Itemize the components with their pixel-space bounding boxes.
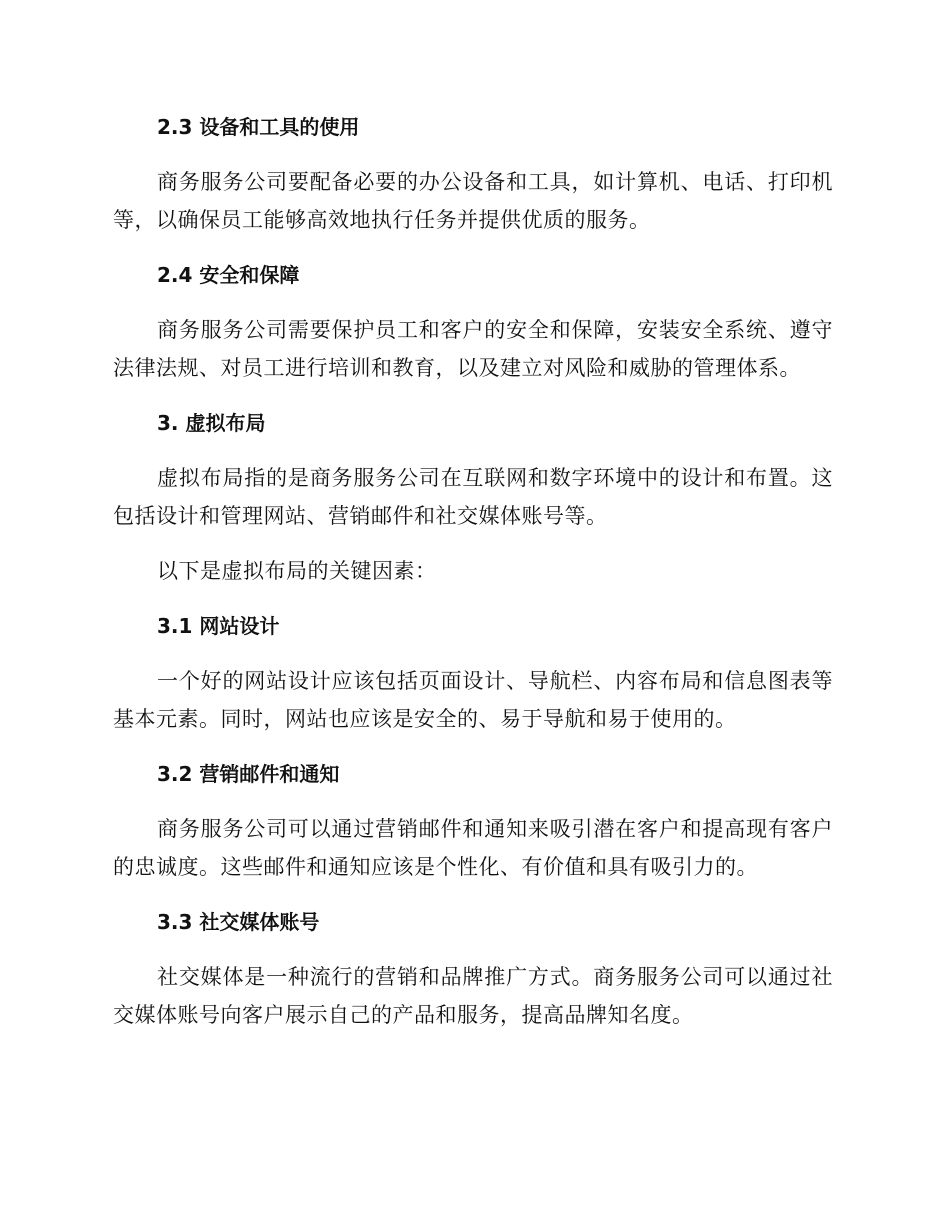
section-paragraph: 虚拟布局指的是商务服务公司在互联网和数字环境中的设计和布置。这包括设计和管理网站、营销邮件和社交媒体账号等。 — [113, 466, 833, 528]
document-body — [113, 108, 833, 1034]
section-heading-2-4: 2.4 安全和保障 — [157, 263, 300, 287]
section-paragraph: 以下是虚拟布局的关键因素： — [157, 559, 437, 583]
section-heading-2-3: 2.3 设备和工具的使用 — [157, 115, 360, 139]
section-paragraph: 一个好的网站设计应该包括页面设计、导航栏、内容布局和信息图表等基本元素。同时，网站也应该是安全的、易于导航和易于使用的。 — [113, 669, 833, 731]
section-paragraph: 商务服务公司可以通过营销邮件和通知来吸引潜在客户和提高现有客户的忠诚度。这些邮件和通知应该是个性化、有价值和具有吸引力的。 — [113, 817, 833, 879]
section-heading-3-2: 3.2 营销邮件和通知 — [157, 762, 340, 786]
section-heading-3: 3. 虚拟布局 — [157, 411, 266, 435]
section-paragraph: 商务服务公司需要保护员工和客户的安全和保障，安装安全系统、遵守法律法规、对员工进行培训和教育，以及建立对风险和威胁的管理体系。 — [113, 318, 833, 380]
section-heading-3-1: 3.1 网站设计 — [157, 614, 280, 638]
section-paragraph: 社交媒体是一种流行的营销和品牌推广方式。商务服务公司可以通过社交媒体账号向客户展示自己的产品和服务，提高品牌知名度。 — [113, 965, 833, 1027]
section-paragraph: 商务服务公司要配备必要的办公设备和工具，如计算机、电话、打印机等，以确保员工能够高效地执行任务并提供优质的服务。 — [113, 170, 833, 232]
section-heading-3-3: 3.3 社交媒体账号 — [157, 910, 320, 934]
